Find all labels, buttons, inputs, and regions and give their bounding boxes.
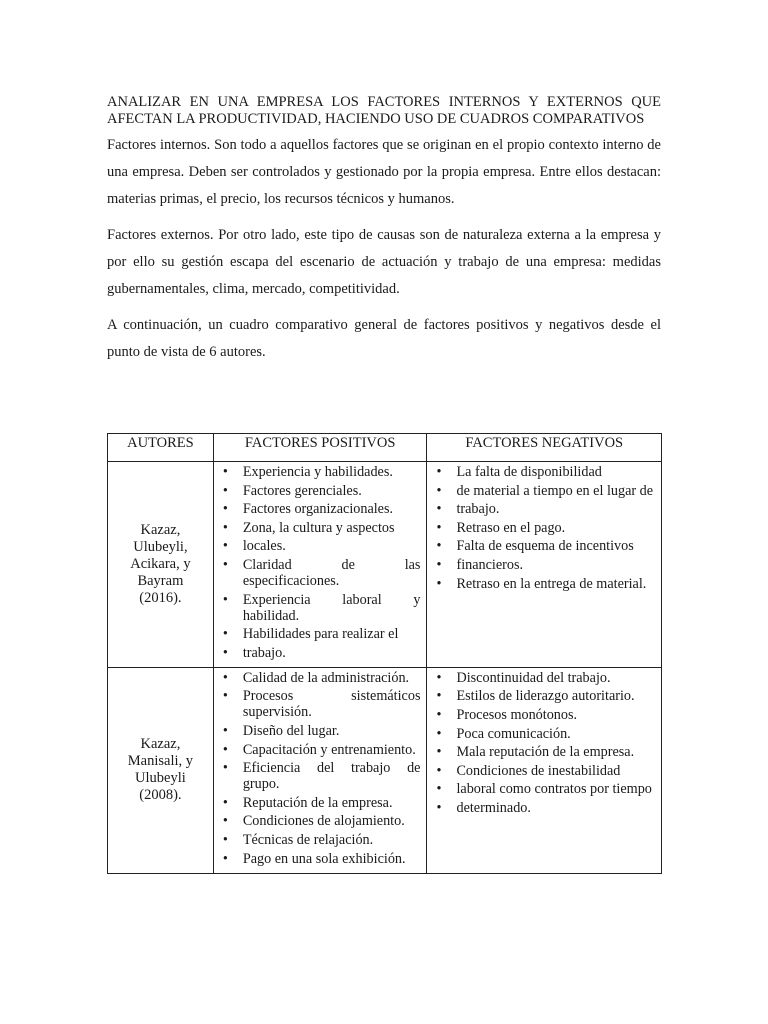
paragraph-internal-factors: Factores internos. Son todo a aquellos factores que se originan en el propio contexto interno de una empresa. Deben ser controlados y gestionado por la propia empresa. Entre ellos destacan: materias primas, el precio, los recursos técnicos y humanos. — [107, 137, 661, 207]
list-item: • Factores gerenciales. — [214, 483, 421, 499]
table-header-row — [108, 434, 662, 462]
document-body — [107, 94, 661, 375]
list-item: • Pago en una sola exhibición. — [214, 851, 421, 867]
list-item: • Claridad de las especificaciones. — [214, 557, 421, 589]
positive-factors-cell — [213, 462, 427, 668]
list-item: • Técnicas de relajación. — [214, 832, 421, 848]
header-authors: AUTORES — [108, 434, 214, 462]
list-item: • Procesos sistemáticos supervisión. — [214, 688, 421, 720]
list-item: • Estilos de liderazgo autoritario. — [427, 688, 655, 704]
list-item: • Experiencia laboral y habilidad. — [214, 592, 421, 624]
list-item: • determinado. — [427, 800, 655, 816]
list-item: • trabajo. — [427, 501, 655, 517]
author-name: Kazaz, Ulubeyli, Acikara, y Bayram (2016). — [130, 521, 191, 606]
list-item: • Factores organizacionales. — [214, 501, 421, 517]
list-item: • Calidad de la administración. — [214, 670, 421, 686]
list-item: • laboral como contratos por tiempo — [427, 781, 655, 797]
negative-factors-cell — [427, 462, 662, 668]
document-title: ANALIZAR EN UNA EMPRESA LOS FACTORES INTERNOS Y EXTERNOS QUE AFECTAN LA PRODUCTIVIDAD, HACIENDO USO DE CUADROS COMPARATIVOS — [107, 94, 661, 127]
list-item: • La falta de disponibilidad — [427, 464, 655, 480]
table-body — [108, 462, 662, 874]
paragraph-external-factors: Factores externos. Por otro lado, este tipo de causas son de naturaleza externa a la empresa y por ello su gestión escapa del escenario de actuación y trabajo de una empresa: medidas gubernamentales, clima, mercado, competitividad. — [107, 227, 661, 297]
list-item: • Discontinuidad del trabajo. — [427, 670, 655, 686]
list-item: • Procesos monótonos. — [427, 707, 655, 723]
table-row — [108, 462, 662, 668]
list-item: • Habilidades para realizar el — [214, 626, 421, 642]
list-item: • Retraso en el pago. — [427, 520, 655, 536]
author-cell — [108, 462, 214, 668]
list-item: • Eficiencia del trabajo de grupo. — [214, 760, 421, 792]
list-item: • Falta de esquema de incentivos — [427, 538, 655, 554]
negative-factors-list — [427, 670, 655, 816]
list-item: • Condiciones de alojamiento. — [214, 813, 421, 829]
list-item: • locales. — [214, 538, 421, 554]
paragraph-table-intro: A continuación, un cuadro comparativo general de factores positivos y negativos desde el punto de vista de 6 autores. — [107, 317, 661, 360]
list-item: • Zona, la cultura y aspectos — [214, 520, 421, 536]
list-item: • Poca comunicación. — [427, 726, 655, 742]
list-item: • Reputación de la empresa. — [214, 795, 421, 811]
list-item: • financieros. — [427, 557, 655, 573]
positive-factors-cell — [213, 667, 427, 873]
header-positive-factors: FACTORES POSITIVOS — [213, 434, 427, 462]
positive-factors-list — [214, 464, 421, 661]
list-item: • Capacitación y entrenamiento. — [214, 742, 421, 758]
author-cell — [108, 667, 214, 873]
negative-factors-cell — [427, 667, 662, 873]
list-item: • Experiencia y habilidades. — [214, 464, 421, 480]
table-row — [108, 667, 662, 873]
list-item: • Retraso en la entrega de material. — [427, 576, 655, 592]
list-item: • trabajo. — [214, 645, 421, 661]
positive-factors-list — [214, 670, 421, 867]
list-item: • Condiciones de inestabilidad — [427, 763, 655, 779]
negative-factors-list — [427, 464, 655, 592]
comparison-table — [107, 433, 662, 874]
author-name: Kazaz, Manisali, y Ulubeyli (2008). — [127, 736, 194, 804]
list-item: • de material a tiempo en el lugar de — [427, 483, 655, 499]
list-item: • Mala reputación de la empresa. — [427, 744, 655, 760]
header-negative-factors: FACTORES NEGATIVOS — [427, 434, 662, 462]
list-item: • Diseño del lugar. — [214, 723, 421, 739]
